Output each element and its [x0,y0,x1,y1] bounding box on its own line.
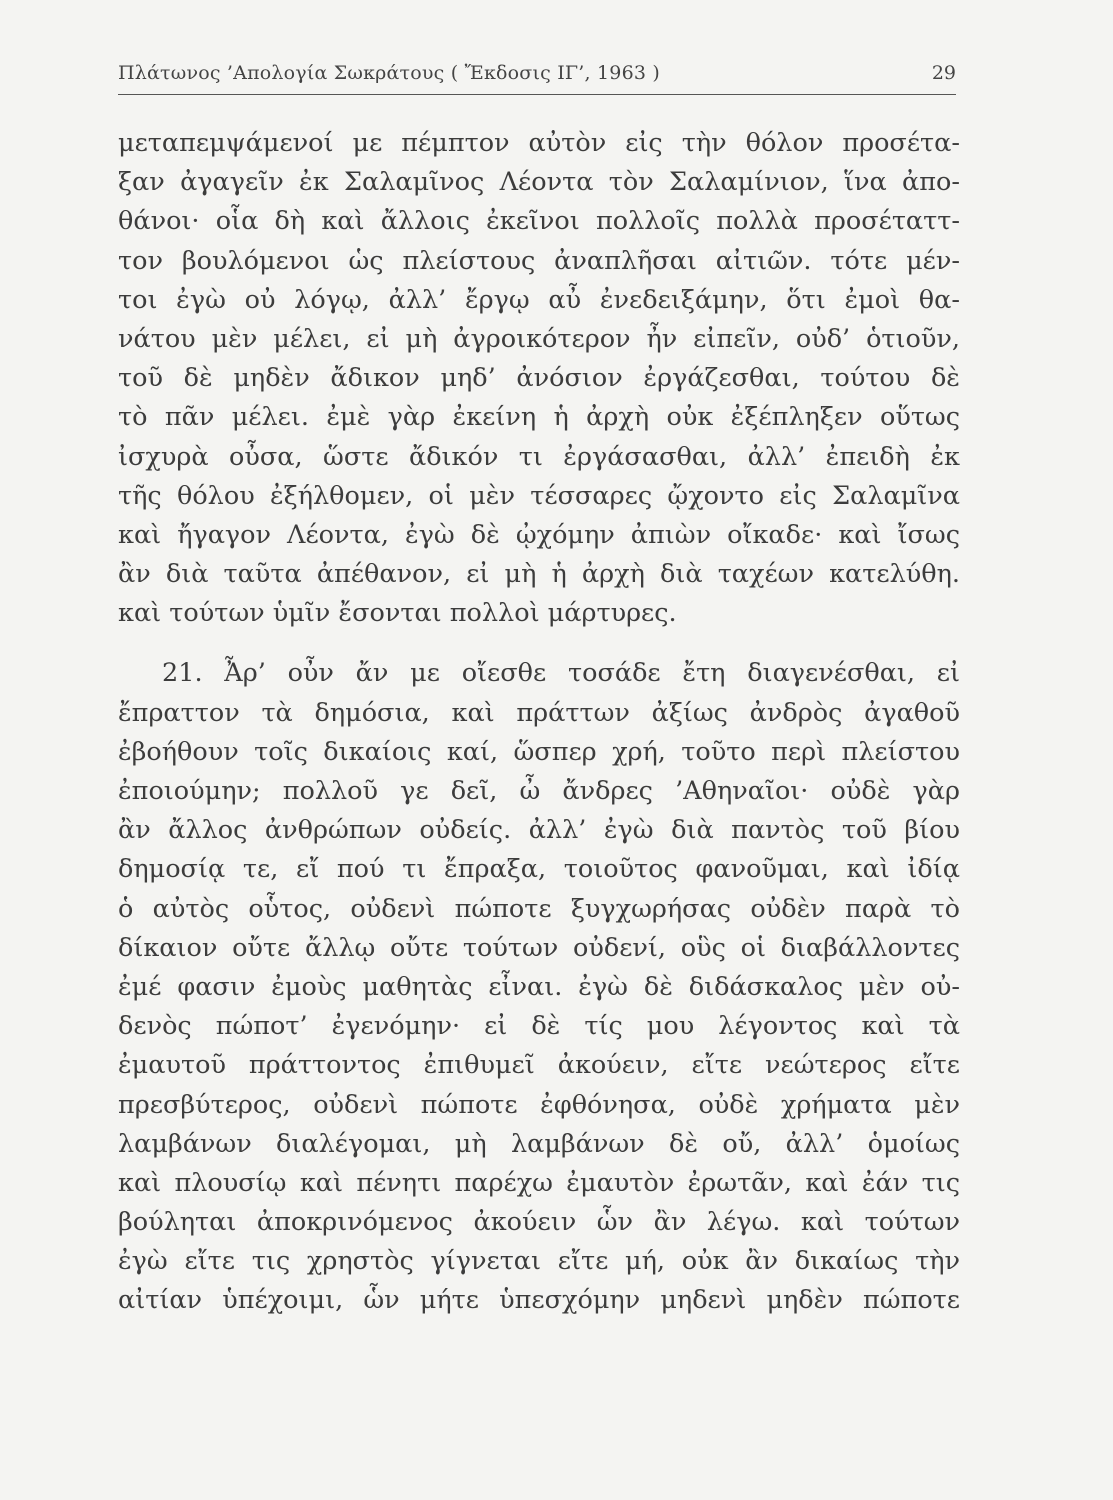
text-line: τοῦ δὲ μηδὲν ἄδικον μηδ’ ἀνόσιον ἐργάζεσθαι, τούτου δὲ [118,363,960,394]
page-number: 29 [931,62,956,84]
text-line: αἰτίαν ὑπέχοιμι, ὧν μήτε ὑπεσχόμην μηδενὶ μηδὲν πώποτε [118,1285,960,1316]
text-line: ἂν ἄλλος ἀνθρώπων οὐδείς. ἀλλ’ ἐγὼ διὰ παντὸς τοῦ βίου [118,815,960,846]
text-line: ἰσχυρὰ οὖσα, ὥστε ἄδικόν τι ἐργάσασθαι, ἀλλ’ ἐπειδὴ ἐκ [118,441,960,472]
text-line: ἐποιούμην; πολλοῦ γε δεῖ, ὦ ἄνδρες ’Αθηναῖοι· οὐδὲ γὰρ [118,776,960,806]
text-line: νάτου μὲν μέλει, εἰ μὴ ἀγροικότερον ἦν εἰπεῖν, οὐδ’ ὁτιοῦν, [118,323,960,354]
text-line: λαμβάνων διαλέγομαι, μὴ λαμβάνων δὲ οὔ, ἀλλ’ ὁμοίως [118,1128,960,1159]
text-line: δίκαιον οὔτε ἄλλῳ οὔτε τούτων οὐδενί, οὓς οἱ διαβάλλοντες [118,932,960,963]
text-line: ξαν ἀγαγεῖν ἐκ Σαλαμῖνος Λέοντα τὸν Σαλαμίνιον, ἵνα ἀπο- [118,167,960,198]
text-line: τοι ἐγὼ οὐ λόγῳ, ἀλλ’ ἔργῳ αὖ ἐνεδειξάμην, ὅτι ἐμοὶ θα- [118,284,960,315]
text-line: καὶ τούτων ὑμῖν ἔσονται πολλοὶ μάρτυρες. [118,598,677,629]
paragraph-2 [118,654,960,1320]
text-line: ἐμαυτοῦ πράττοντος ἐπιθυμεῖ ἀκούειν, εἴτε νεώτερος εἴτε [118,1050,960,1081]
text-line: θάνοι· οἷα δὴ καὶ ἄλλοις ἐκεῖνοι πολλοῖς πολλὰ προσέταττ- [118,206,960,237]
text-line: τὸ πᾶν μέλει. ἐμὲ γὰρ ἐκείνη ἡ ἀρχὴ οὐκ ἐξέπληξεν οὕτως [118,402,960,433]
body-text [118,124,960,1321]
text-line: τον βουλόμενοι ὡς πλείστους ἀναπλῆσαι αἰτιῶν. τότε μέν- [118,245,960,276]
running-title: Πλάτωνος ’Απολογία Σωκράτους ( Ἔκδοσις ΙΓ’, 1963 ) [118,62,661,84]
paragraph-gap [118,633,960,654]
text-line: ἂν διὰ ταῦτα ἀπέθανον, εἰ μὴ ἡ ἀρχὴ διὰ ταχέων κατελύθη. [118,559,960,590]
text-line: ἐμέ φασιν ἐμοὺς μαθητὰς εἶναι. ἐγὼ δὲ διδάσκαλος μὲν οὐ- [118,971,960,1002]
text-line: ἐβοήθουν τοῖς δικαίοις καί, ὥσπερ χρή, τοῦτο περὶ πλείστου [118,736,960,767]
text-line: καὶ ἤγαγον Λέοντα, ἐγὼ δὲ ᾠχόμην ἀπιὼν οἴκαδε· καὶ ἴσως [118,519,960,550]
text-line: βούληται ἀποκρινόμενος ἀκούειν ὧν ἂν λέγω. καὶ τούτων [118,1207,960,1238]
running-header [118,58,956,95]
text-line: ἐγὼ εἴτε τις χρηστὸς γίγνεται εἴτε μή, οὐκ ἂν δικαίως τὴν [118,1246,960,1277]
text-line: μεταπεμψάμενοί με πέμπτον αὐτὸν εἰς τὴν θόλον προσέτα- [118,128,960,158]
text-line: 21. Ἆρ’ οὖν ἄν με οἴεσθε τοσάδε ἔτη διαγενέσθαι, εἰ [162,658,960,689]
text-line: ὁ αὐτὸς οὗτος, οὐδενὶ πώποτε ξυγχωρήσας οὐδὲν παρὰ τὸ [118,893,960,924]
text-line: πρεσβύτερος, οὐδενὶ πώποτε ἐφθόνησα, οὐδὲ χρήματα μὲν [118,1089,960,1120]
text-line: καὶ πλουσίῳ καὶ πένητι παρέχω ἐμαυτὸν ἐρωτᾶν, καὶ ἐάν τις [118,1167,960,1198]
paragraph-1 [118,124,960,633]
text-line: δημοσίᾳ τε, εἴ πού τι ἔπραξα, τοιοῦτος φανοῦμαι, καὶ ἰδίᾳ [118,854,960,885]
text-line: ἔπραττον τὰ δημόσια, καὶ πράττων ἀξίως ἀνδρὸς ἀγαθοῦ [118,697,960,728]
text-line: δενὸς πώποτ’ ἐγενόμην· εἰ δὲ τίς μου λέγοντος καὶ τὰ [118,1011,960,1042]
text-line: τῆς θόλου ἐξήλθομεν, οἱ μὲν τέσσαρες ᾤχοντο εἰς Σαλαμῖνα [118,480,960,511]
